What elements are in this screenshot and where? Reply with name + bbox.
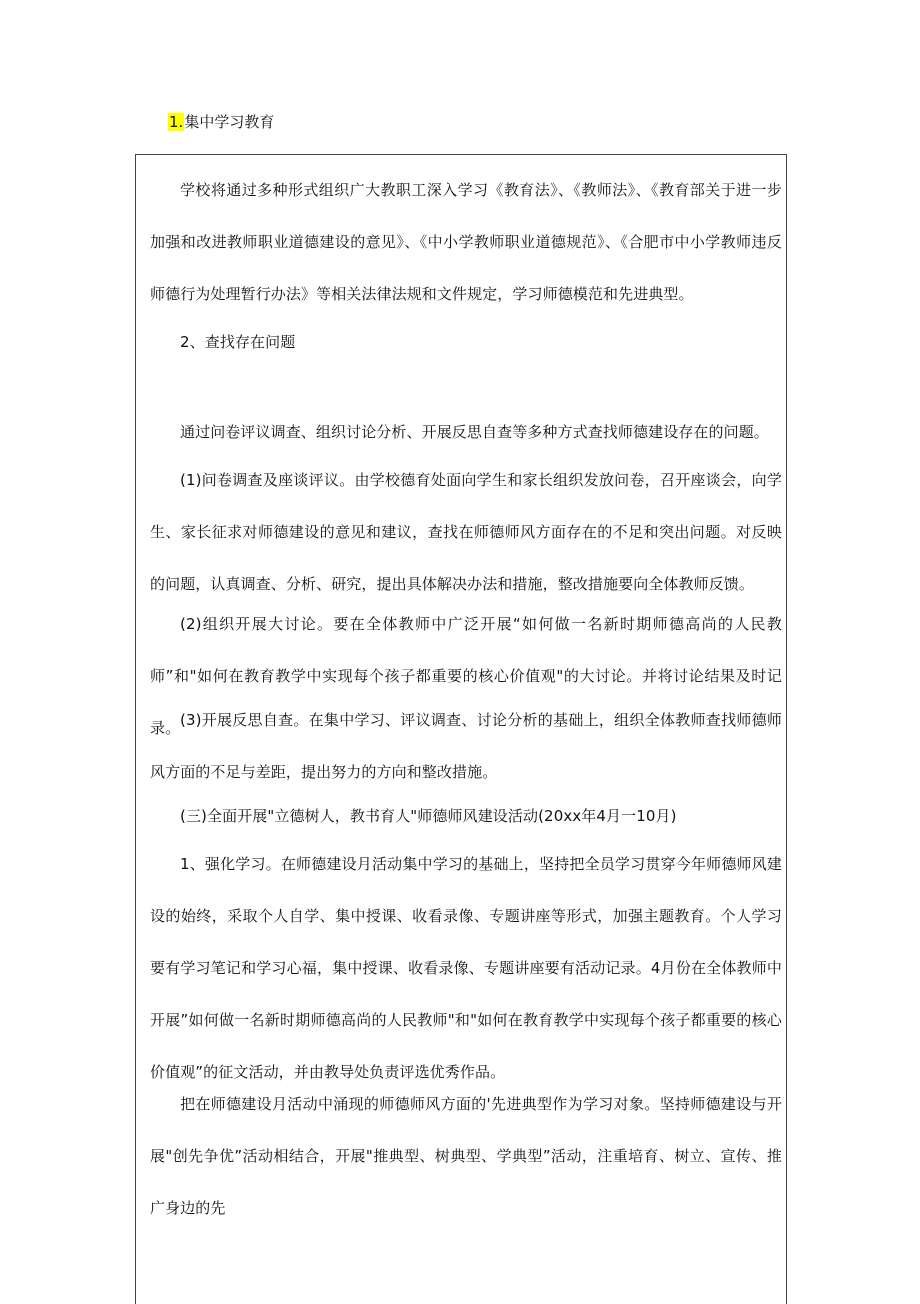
paragraph-role-models: 把在师德建设月活动中涌现的师德师风方面的'先进典型作为学习对象。坚持师德建设与开展"创先争优”活动相结合，开展"推典型、树典型、学典型”活动，注重培育、树立、宣传、推广身边的先 bbox=[150, 1095, 782, 1217]
paragraph-self-reflection: (3)开展反思自查。在集中学习、评议调查、讨论分析的基础上，组织全体教师查找师德师风方面的不足与差距，提出努力的方向和整改措施。 bbox=[150, 711, 782, 781]
paragraph-discussion: (2)组织开展大讨论。要在全体教师中广泛开展“如何做一名新时期师德高尚的人民教师”和"如何在教育教学中实现每个孩子都重要的核心价值观"的大讨论。并将讨论结果及时记录。 bbox=[150, 615, 782, 737]
paragraph-campaign-heading: (三)全面开展"立德树人，教书育人"师德师风建设活动(20xx年4月一10月) bbox=[180, 807, 677, 825]
paragraph-find-problems-heading: 2、查找存在问题 bbox=[180, 333, 296, 351]
paragraph-strengthen-study: 1、强化学习。在师德建设月活动集中学习的基础上，坚持把全员学习贯穿今年师德师风建设的始终，采取个人自学、集中授课、收看录像、专题讲座等形式，加强主题教育。个人学习要有学习笔记和学习心福，集中授课、收看录像、专题讲座要有活动记录。4月份在全体教师中开展”如何做一名新时期师德高尚的人民教师"和"如何在教育教学中实现每个孩子都重要的核心价值观”的征文活动，并由教导处负责评选优秀作品。 bbox=[150, 855, 782, 1081]
paragraph-questionnaire: (1)问卷调查及座谈评议。由学校德育处面向学生和家长组织发放问卷，召开座谈会，向学生、家长征求对师德建设的意见和建议，查找在师德师风方面存在的不足和突出问题。对反映的问题，认真调查、分析、研究，提出具体解决办法和措施，整改措施要向全体教师反馈。 bbox=[150, 471, 782, 593]
section-number: 1. bbox=[169, 113, 184, 131]
section-heading bbox=[168, 110, 274, 134]
section-title: 集中学习教育 bbox=[184, 113, 275, 131]
paragraph-study-laws: 学校将通过多种形式组织广大教职工深入学习《教育法》、《教师法》、《教育部关于进一步加强和改进教师职业道德建设的意见》、《中小学教师职业道德规范》、《合肥市中小学教师违反师德行为处理暂行办法》等相关法律法规和文件规定，学习师德模范和先进典型。 bbox=[150, 181, 782, 303]
paragraph-find-problems-intro: 通过问卷评议调查、组织讨论分析、开展反思自查等多种方式查找师德建设存在的问题。 bbox=[180, 423, 769, 441]
